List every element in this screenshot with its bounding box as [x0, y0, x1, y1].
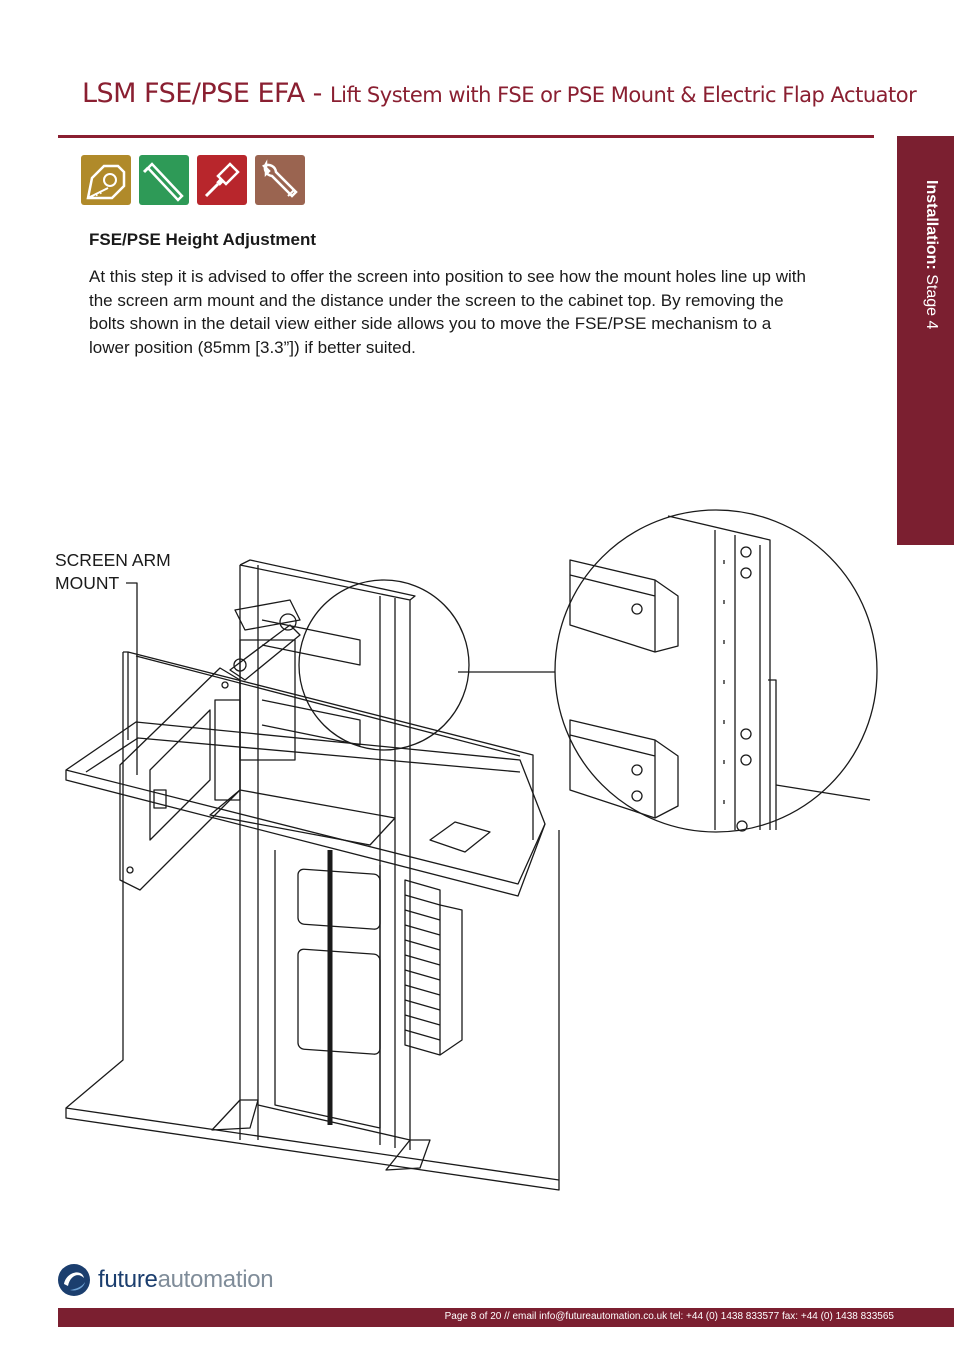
- footer-contact-text: Page 8 of 20 // email info@futureautomation.co.uk tel: +44 (0) 1438 833577 fax: +44 (0) 1438 833565: [444, 1311, 894, 1322]
- detail-locator-circle: [299, 580, 469, 750]
- title-main: LSM FSE/PSE EFA -: [82, 78, 330, 109]
- screen-arm-mount-callout: SCREEN ARM MOUNT: [55, 550, 171, 593]
- logo-word-future: future: [98, 1266, 158, 1293]
- screen-arm-plate: [120, 600, 300, 890]
- footer-bar: [58, 1308, 954, 1327]
- section-tab-bold: Installation:: [923, 180, 940, 270]
- section-heading: FSE/PSE Height Adjustment: [89, 230, 317, 249]
- detail-view: [555, 510, 877, 832]
- swirl-logo-icon: [56, 1262, 92, 1298]
- future-automation-logo: [56, 1262, 273, 1298]
- section-body: At this step it is advised to offer the screen into position to see how the mount holes line up with the screen arm mount and the distance under the screen to the cabinet top. By removing the bolts shown in the detail view either side allows you to move the FSE/PSE mechanism to a lower position (85mm [3.3”]) if better suited.: [89, 267, 806, 357]
- cabinet-body: [66, 652, 559, 1190]
- logo-word-automation: automation: [157, 1266, 274, 1293]
- section-tab-stage: Stage 4: [923, 269, 940, 330]
- cable-chain: [405, 880, 462, 1055]
- title-sub: Lift System with FSE or PSE Mount & Electric Flap Actuator: [329, 83, 917, 107]
